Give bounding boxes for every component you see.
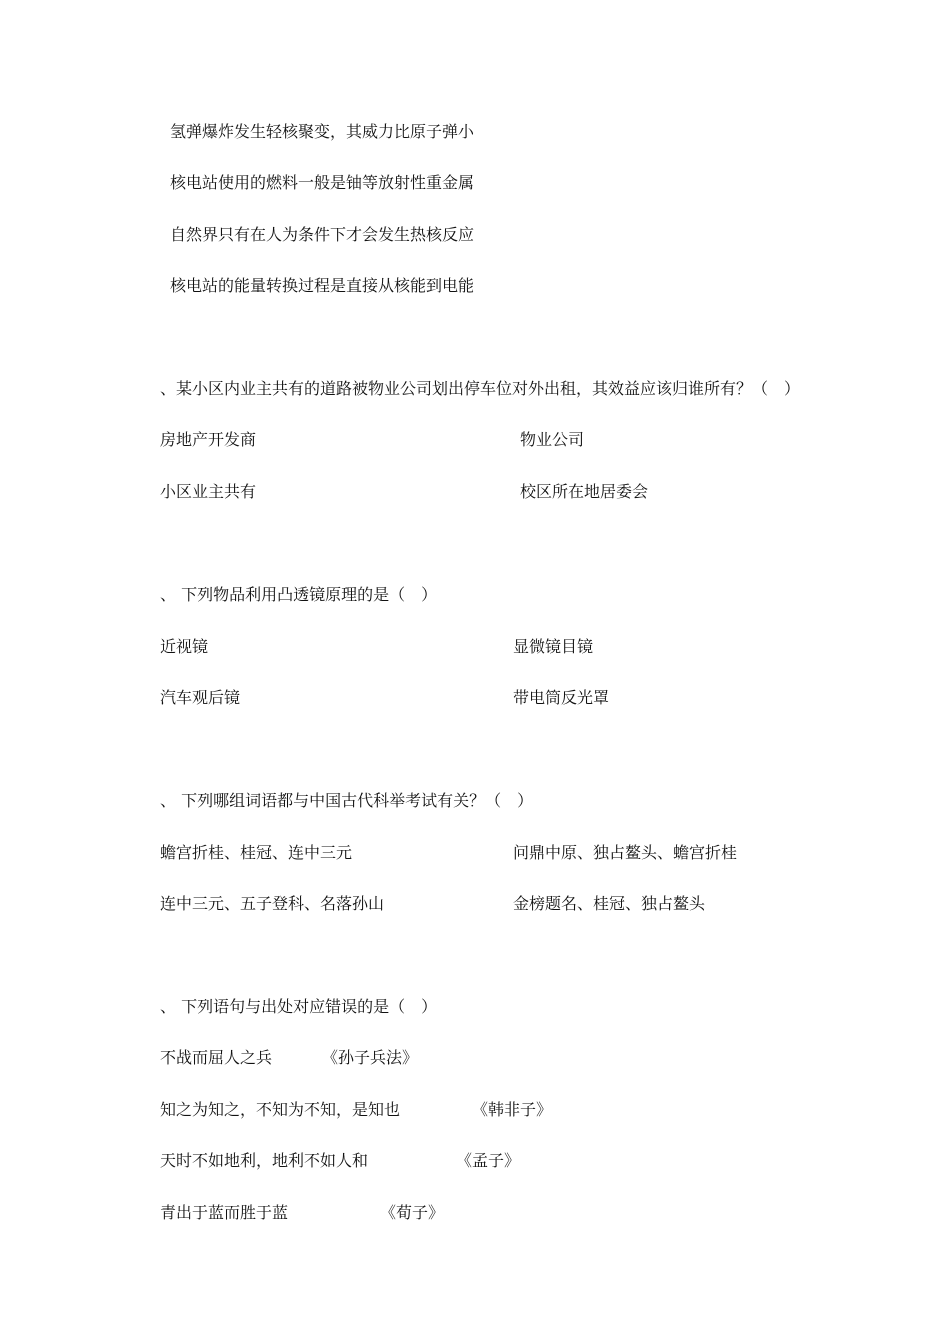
q3-option-d: 金榜题名、桂冠、独占鳌头 [513,894,706,913]
q0-option-d: 核电站的能量转换过程是直接从核能到电能 [170,276,475,295]
q2-option-b: 显微镜目镜 [513,637,594,656]
q1-option-b: 物业公司 [520,430,585,449]
q0-option-a: 氢弹爆炸发生轻核聚变，其威力比原子弹小 [170,122,475,141]
q0-option-b: 核电站使用的燃料一般是铀等放射性重金属 [170,173,475,192]
q1-option-c: 小区业主共有 [160,482,257,501]
q2-question: 、 下列物品利用凸透镜原理的是（ ） [160,585,438,604]
q0-option-c: 自然界只有在人为条件下才会发生热核反应 [170,225,475,244]
q4-option-d-source: 《荀子》 [380,1203,445,1222]
q1-question: 、某小区内业主共有的道路被物业公司划出停车位对外出租，其效益应该归谁所有？（ ） [160,379,801,398]
q3-option-c: 连中三元、五子登科、名落孙山 [160,894,385,913]
q4-option-b-text: 知之为知之，不知为不知，是知也 [160,1100,401,1119]
q2-option-c: 汽车观后镜 [160,688,241,707]
q2-option-d: 带电筒反光罩 [513,688,610,707]
q3-option-b: 问鼎中原、独占鳌头、蟾宫折桂 [513,843,738,862]
q4-option-a-source: 《孙子兵法》 [322,1048,419,1067]
q1-option-d: 校区所在地居委会 [520,482,649,501]
q2-option-a: 近视镜 [160,637,209,656]
q4-option-c-text: 天时不如地利，地利不如人和 [160,1151,369,1170]
q3-question: 、 下列哪组词语都与中国古代科举考试有关？（ ） [160,791,534,810]
q4-option-b-source: 《韩非子》 [472,1100,553,1119]
q3-option-a: 蟾宫折桂、桂冠、连中三元 [160,843,353,862]
q1-option-a: 房地产开发商 [160,430,257,449]
q4-option-d-text: 青出于蓝而胜于蓝 [160,1203,289,1222]
q4-option-a-text: 不战而屈人之兵 [160,1048,273,1067]
q4-question: 、 下列语句与出处对应错误的是（ ） [160,997,438,1016]
q4-option-c-source: 《孟子》 [456,1151,521,1170]
